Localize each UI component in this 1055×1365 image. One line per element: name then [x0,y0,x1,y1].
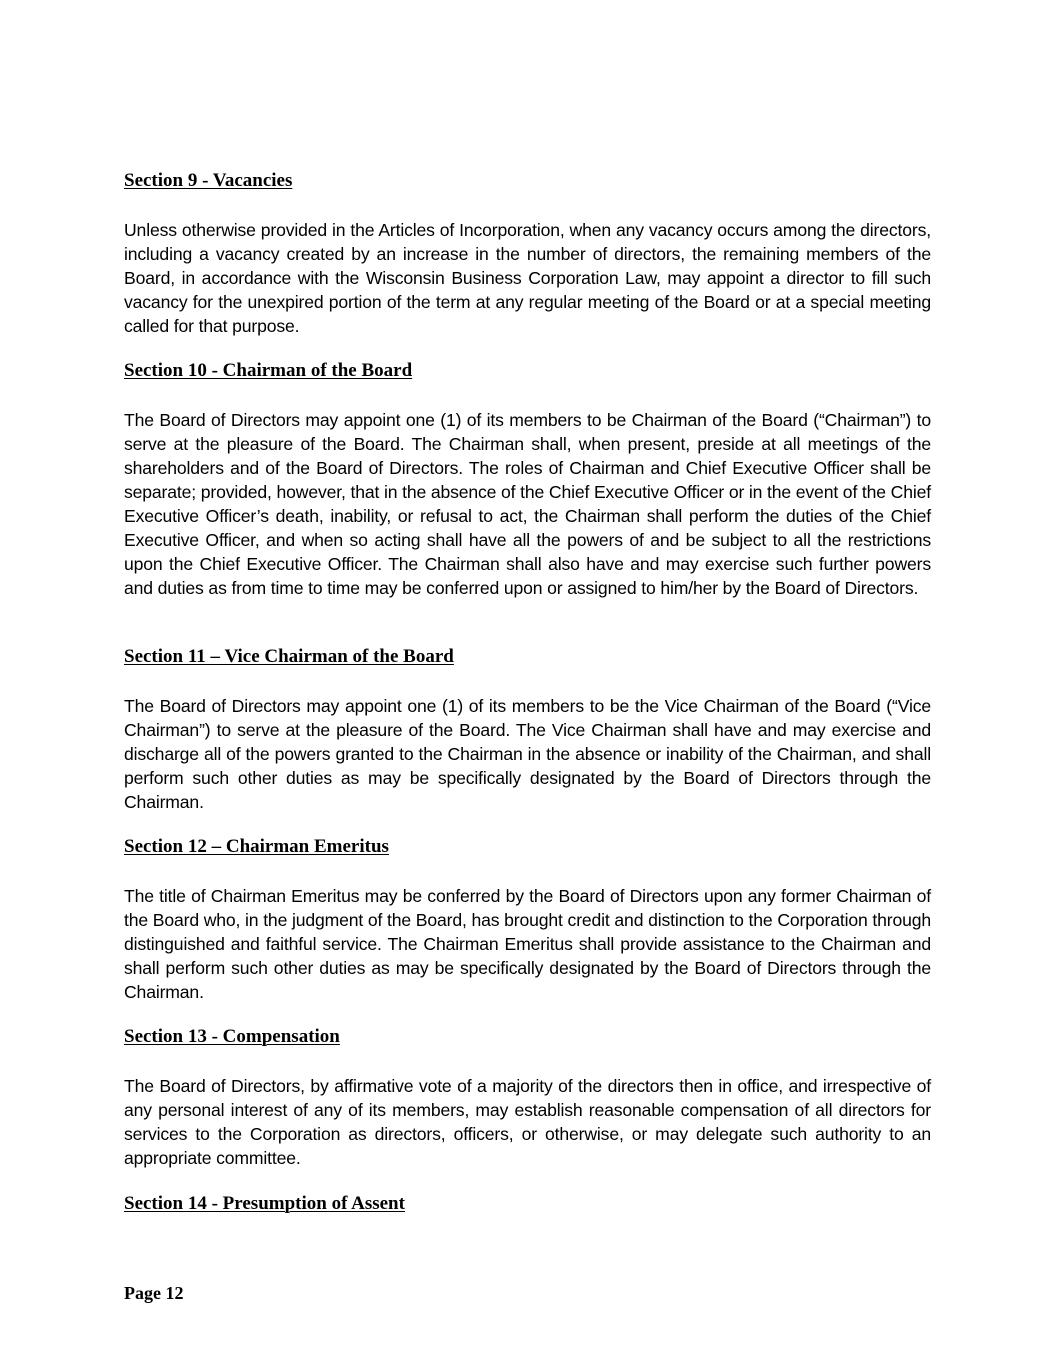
section-13-body: The Board of Directors, by affirmative vote of a majority of the directors then in office, and irrespective of any personal interest of any of its members, may establish reasonable compensation of all directors for services to the Corporation as directors, officers, or otherwise, or may delegate such authority to an appropriate committee. [124,1076,931,1168]
section-9-heading: Section 9 - Vacancies [124,170,293,191]
section-13-heading: Section 13 - Compensation [124,1026,340,1047]
section-12-body: The title of Chairman Emeritus may be conferred by the Board of Directors upon any former Chairman of the Board who, in the judgment of the Board, has brought credit and distinction to the Corporation through distinguished and faithful service. The Chairman Emeritus shall provide assistance to the Chairman and shall perform such other duties as may be specifically designated by the Board of Directors through the Chairman. [124,886,931,1002]
section-10-heading: Section 10 - Chairman of the Board [124,360,413,381]
section-14-heading: Section 14 - Presumption of Assent [124,1193,405,1214]
section-11-body: The Board of Directors may appoint one (1) of its members to be the Vice Chairman of the Board (“Vice Chairman”) to serve at the pleasure of the Board. The Vice Chairman shall have and may exercise and discharge all of the powers granted to the Chairman in the absence or inability of the Chairman, and shall perform such other duties as may be specifically designated by the Board of Directors through the Chairman. [124,696,931,812]
section-10-body: The Board of Directors may appoint one (1) of its members to be Chairman of the Board (“Chairman”) to serve at the pleasure of the Board. The Chairman shall, when present, preside at all meetings of the shareholders and of the Board of Directors. The roles of Chairman and Chief Executive Officer shall be separate; provided, however, that in the absence of the Chief Executive Officer or in the event of the Chief Executive Officer’s death, inability, or refusal to act, the Chairman shall perform the duties of the Chief Executive Officer, and when so acting shall have all the powers of and be subject to all the restrictions upon the Chief Executive Officer. The Chairman shall also have and may exercise such further powers and duties as from time to time may be conferred upon or assigned to him/her by the Board of Directors. [124,410,931,598]
section-9-body: Unless otherwise provided in the Articles of Incorporation, when any vacancy occurs among the directors, including a vacancy created by an increase in the number of directors, the remaining members of the Board, in accordance with the Wisconsin Business Corporation Law, may appoint a director to fill such vacancy for the unexpired portion of the term at any regular meeting of the Board or at a special meeting called for that purpose. [124,220,931,336]
section-11-heading: Section 11 – Vice Chairman of the Board [124,646,454,667]
page-number: Page 12 [124,1283,184,1303]
section-12-heading: Section 12 – Chairman Emeritus [124,836,389,857]
